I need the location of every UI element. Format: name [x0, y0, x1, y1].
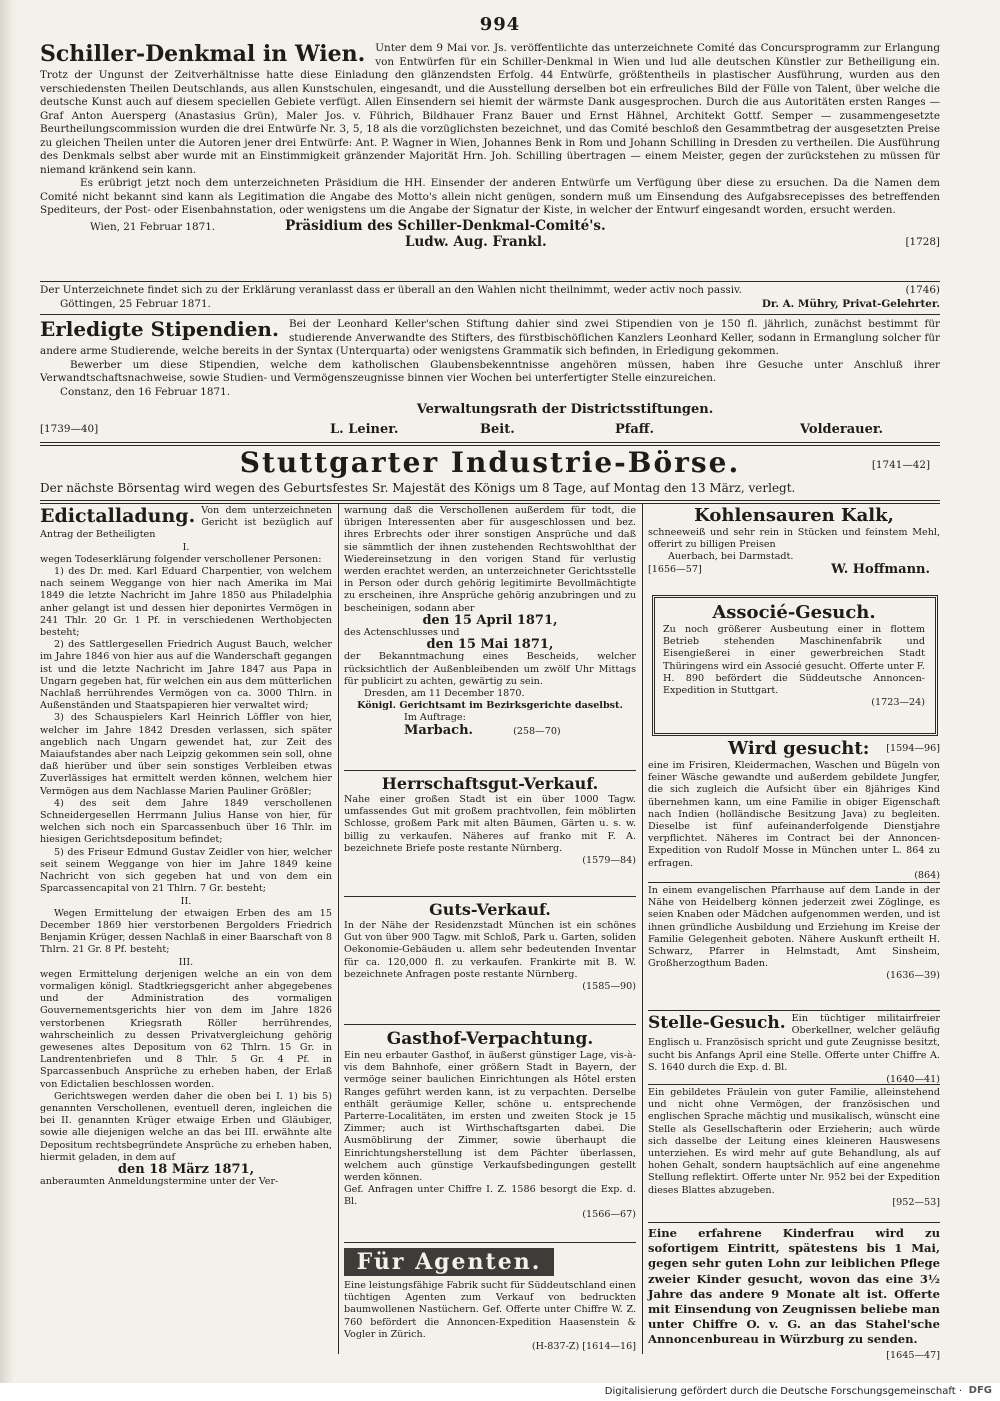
divider: [344, 770, 636, 771]
signer-veit: Beit.: [480, 422, 515, 437]
signer-volderauer: Volderauer.: [800, 422, 884, 437]
edict-p5: 4) des seit dem Jahre 1849 verschollenen Schneidergesellen Herrmann Julius Hanse von hier, für welchen sich noch ein Sparcassenbuch über 16 Thlr. im hiesigen Gerichtsdepositum befindet;: [40, 797, 332, 846]
edict-p1: wegen Todeserklärung folgender verschollener Personen:: [40, 553, 322, 565]
schiller-text: Unter dem 9 Mai vor. Js. veröffentlichte das unterzeichnete Comité das Concursprogramm zur Erlangung von Entwürfen für ein Schiller-Denkmal in Wien und lud alle deutschen Künstler zur Betheiligung ein. Trotz der Ungunst der Zeitverhältnisse hatte diese Einladung den glänzendsten Erfolg. 44 Entwürfe, größtentheils in plastischer Ausführung, wurden aus den verschiedensten Theilen Deutschlands, aus allen Kunstschulen, eingesandt, und die Ausstellung derselben bot ein erfreuliches Bild der Fülle von Talent, über welche die deutsche Kunst auch auf diesem speciellen Gebiete verfügt. Allen Einsendern sei hiemit der wärmste Dank ausgesprochen. Durch die aus Autoritäten ersten Ranges — Graf Anton Auersperg (Anastasius Grün), Maler Jos. v. Führich, Bildhauer Franz Bauer und Ernst Hähnel, Architekt Gottf. Semper — zusammengesetzte Beurtheilungscommission wurden die drei Entwürfe Nr. 3, 5, 18 als die vorzüglichsten bezeichnet, und das Comité beschloß den Gesammtbetrag der ausgesetzten Preise zu gleichen Theilen unter die Autoren jener drei Entwürfe: Ant. P. Wagner in Wien, Johannes Benk in Rom und Johann Schilling in Dresden zu vertheilen. Die Ausführung des Denkmals selbst aber wurde mit an Einstimmigkeit gränzender Majorität Hrn. Joh. Schilling übertragen — einem Meister, gegen der zurückstehen zu müssen für niemand kränkend sein kann.: [40, 42, 940, 176]
kalk-text: schneeweiß und sehr rein in Stücken und feinstem Mehl, offerirt zu billigen Preisen: [648, 527, 940, 551]
agenten-ref2: [1614—16]: [582, 1341, 636, 1353]
fraeulein-ref: [952—53]: [892, 1196, 940, 1208]
edict-column-2: [344, 505, 636, 738]
associe-notice: [663, 602, 925, 709]
zoeglinge-notice: [648, 885, 940, 983]
divider: [648, 1084, 940, 1085]
zoeglinge-text: In einem evangelischen Pfarrhause auf dem Lande in der Nähe von Heidelberg können jederzeit zwei Zöglinge, es seien Knaben oder Mädchen aufgenommen werden, und ist ihnen gründliche Ausbildung und Erziehung im Kreise der Familie Gelegenheit geboten. Nähere Auskunft ertheilt H. Schwarz, Pfarrer in Helmstadt, Amt Sinsheim, Großherzogthum Baden.: [648, 885, 940, 970]
herrschaft-ref: (1579—84): [582, 855, 636, 867]
edict-p9: Gerichtswegen werden daher die oben bei I. 1) bis 5) genannten Verschollenen, eventuell deren, ingleichen die bei II. genannten Krüger etwaige Erben und Gläubiger, sowie alle diejenigen welche an das bei III. erwähnte alte Depositum rechtsbegründete Ansprüche zu erheben haben, hiermit geladen, in dem auf: [40, 1090, 332, 1163]
schiller-ref: [1728]: [905, 236, 940, 248]
edict-p13: der Bekanntmachung eines Bescheids, welcher rücksichtlich der Außenbleibenden um zwölf Uhr Mittags für publicirt zu achten, gewärtig zu sein.: [344, 651, 636, 687]
schiller-text2: Es erübrigt jetzt noch dem unterzeichneten Präsidium die HH. Einsender der anderen Entwürfe um Verfügung über diese zu ersuchen. Da die Namen dem Comité nicht bekannt sind kann als Legitimation die Angabe des Motto's allein nicht genügen, sondern muß um Einsendung des Aufgabsrecepisses des betreffenden Spediteurs, der Post- oder Eisenbahnstation, oder wenigstens um die Angabe der Signatur der Kiste, in welcher der Entwurf eingesandt worden, ersucht werden.: [40, 177, 940, 216]
herrschaft-notice: [344, 774, 636, 867]
stipendien-text: Bei der Leonhard Keller'schen Stiftung dahier sind zwei Stipendien von je 150 fl. jährlich, zunächst bestimmt für studierende Anverwandte des Stifters, des fürstbischöflichen Kanzlers Leonhard Keller, sodann in Ermanglung solcher für andere arme Studierende, welche bereits in der Syntax (Unterquarta) oder wenigstens Grammatik sich befinden, in Erledigung gekommen.: [40, 318, 940, 357]
kalk-notice: [648, 505, 940, 576]
guts-notice: [344, 900, 636, 993]
fraeulein-notice: [648, 1087, 940, 1209]
edict-intro: Von dem unterzeichneten Gericht ist bezüglich auf Antrag der Betheiligten: [40, 505, 332, 541]
herrschaft-title: Herrschaftsgut-Verkauf.: [381, 774, 599, 793]
wird-title: Wird gesucht:: [728, 738, 870, 759]
stelle-notice: [648, 1013, 940, 1086]
agenten-notice: [344, 1280, 636, 1353]
gasthof-text2: Gef. Anfragen unter Chiffre I. Z. 1586 besorgt die Exp. d. Bl.: [344, 1184, 636, 1208]
edict-p8: wegen Ermittelung derjenigen welche an ein von dem vormaligen königl. Stadtkriegsgericht anher abgegebenes und der Administration des vormaligen Gouvernementsgerichts hier von dem im Jahre 1826 verstorbenen Kriegsrath Röller herrührendes, wahrscheinlich zu dessen Privatvergleichung gehörig gewesenes altes Depositum von 62 Thlrn. 15 Gr. in Landrentenbriefen und 8 Thlr. 5 Gr. 4 Pf. in Sparcassenbuch Ansprüche zu erheben haben, der Erlaß von Edictalien beschlossen worden.: [40, 968, 332, 1090]
divider: [40, 281, 940, 282]
associe-text: Zu noch größerer Ausbeutung einer in flottem Betrieb stehenden Maschinenfabrik und Eisengießerei in einer gewerbreichen Stadt Thüringens wird ein Associé gesucht. Offerte unter F. H. 890 befördert die Süddeutsche Annoncen-Expedition in Stuttgart.: [663, 624, 925, 697]
kinderfrau-ref: [1645—47]: [886, 1349, 940, 1361]
gasthof-notice: [344, 1028, 636, 1221]
column-divider: [338, 504, 339, 1354]
gasthof-text: Ein neu erbauter Gasthof, in äußerst günstiger Lage, vis-à-vis dem Bahnhofe, einer größern Stadt in Bayern, der vermöge seiner baulichen Einrichtungen als Hôtel ersten Ranges geführt werden kann, ist zu verpachten. Derselbe enthält geräumige Keller, schöne u. entsprechende Parterre-Localitäten, im ersten und zweiten Stock je 15 Zimmer; auch ist Wirthschaftsgarten dabei. Die Ausmöblirung der Zimmer, sowie überhaupt die Einrichtungsherstellung ist dem Pächter überlassen, welchem auch günstige Verkaufsbedingungen gestellt werden können.: [344, 1050, 636, 1184]
signer-leiner: L. Leiner.: [330, 422, 399, 437]
stipendien-ref: [1739—40]: [40, 423, 99, 435]
edict-date1: den 18 März 1871,: [117, 1161, 255, 1177]
stipendien-board: Verwaltungsrath der Districtsstiftungen.: [416, 402, 714, 417]
stelle-text: Ein tüchtiger militairfreier Oberkellner, welcher geläufig Englisch u. Französisch spricht und gute Zeugnisse besitzt, sucht bis Anfangs April eine Stelle. Offerte unter Chiffre A. S. 1640 durch die Exp. d. Bl.: [648, 1013, 940, 1073]
zoeglinge-ref: (1636—39): [886, 970, 940, 982]
stipendien-notice: [40, 318, 940, 417]
schiller-signature2: Ludw. Aug. Frankl.: [405, 234, 547, 250]
dfg-logo: DFG: [968, 1385, 992, 1396]
page-number: 994: [479, 14, 521, 35]
divider: [40, 500, 940, 504]
divider: [344, 896, 636, 897]
agenten-ref1: (H-837-Z): [531, 1341, 580, 1353]
associe-title: Associé-Gesuch.: [712, 602, 876, 623]
guts-ref: (1585—90): [582, 981, 636, 993]
schiller-place-date: Wien, 21 Februar 1871.: [90, 220, 216, 233]
edict-date3: den 15 Mai 1871,: [426, 637, 554, 653]
stipendien-place-date: Constanz, den 16 Februar 1871.: [60, 385, 231, 398]
wird-ref2: (864): [914, 869, 940, 881]
stelle-ref: (1640—41): [886, 1074, 940, 1086]
wird-text: eine im Frisiren, Kleidermachen, Waschen und Bügeln von feiner Wäsche gewandte und außerdem gebildete Jungfer, die sich zugleich die Aufsicht über ein 8jähriges Kind übernehmen kann, um eine Familie in obiger Eigenschaft nach Indien (holländische Besitzung Java) zu begleiten. Dieselbe ist fünf aufeinanderfolgende Dienstjahre verpflichtet. Näheres im Contract bei der Annoncen-Expedition von Rudolf Mosse in München unter L. 864 zu erfragen.: [648, 760, 940, 869]
kalk-firm: W. Hoffmann.: [831, 561, 930, 577]
associe-box: [652, 595, 938, 736]
guts-title: Guts-Verkauf.: [429, 900, 551, 919]
muehry-text: Der Unterzeichnete findet sich zu der Erklärung veranlasst dass er überall an den Wahlen nicht theilnimmt, weder activ noch passiv.: [40, 284, 742, 296]
stipendien-title: Erledigte Stipendien.: [40, 317, 279, 341]
kalk-ref: [1656—57]: [648, 563, 702, 575]
edict-p3: 2) des Sattlergesellen Friedrich August Bauch, welcher im Jahre 1846 von hier aus auf die Wanderschaft gegangen ist und die letzte Nachricht im Jahre 1847 aus Papa in Ungarn gegeben hat, für welchen ein aus dem mütterlichen Nachlaß herrührendes Vermögen von ca. 3000 Thlrn. in Außenständen und Staatspapieren hier verwaltet wird;: [40, 639, 332, 712]
associe-ref: (1723—24): [871, 697, 925, 709]
edict-title: Edictalladung.: [40, 505, 196, 527]
divider: [648, 882, 940, 883]
edict-p6: 5) des Friseur Edmund Gustav Zeidler von hier, welcher seit seinem Weggange von hier im Jahre 1849 keine Nachricht von sich gegeben hat und von dem ein Sparcassencapital von 21 Thlrn. 7 Gr. besteht;: [40, 846, 332, 895]
edict-p2: 1) des Dr. med. Karl Eduard Charpentier, von welchem nach seinem Weggange von hier nach Amerika im Mai 1849 die letzte Nachricht im Jahre 1850 aus Philadelphia anher gelangt ist und dessen hier deponirtes Vermögen in 241 Thlr. 20 Gr. 1 Pf. in verschiedenen Werthobjecten besteht;: [40, 566, 332, 639]
schiller-title: Schiller-Denkmal in Wien.: [40, 41, 366, 67]
guts-text: In der Nähe der Residenzstadt München ist ein schönes Gut von über 900 Tagw. mit Schloß, Park u. Garten, soliden Oekonomie-Gebäuden u. allem sehr bedeutenden Inventar für ca. 120,000 fl. zu verkaufen. Frankirte mit B. W. bezeichnete Anfragen poste restante Nürnberg.: [344, 920, 636, 980]
divider: [40, 314, 940, 315]
herrschaft-text: Nahe einer großen Stadt ist ein über 1000 Tagw. umfassendes Gut mit großem prachtvollen, fein möblirten Schlosse, großem Park mit alten Bäumen, Gärten u. s. w. billig zu verkaufen. Näheres auf franko mit F. A. bezeichnete Briefe poste restante Nürnberg.: [344, 794, 636, 854]
edict-sec2: II.: [180, 895, 192, 907]
agenten-text: Eine leistungsfähige Fabrik sucht für Süddeutschland einen tüchtigen Agenten zum Verkauf von bedruckten baumwollenen Nastüchern. Gef. Offerte unter Chiffre W. Z. 760 befördert die Annoncen-Expedition Haasenstein & Vogler in Zürich.: [344, 1280, 636, 1340]
boerse-ref: [1741—42]: [871, 459, 930, 471]
footer-text: Digitalisierung gefördert durch die Deutsche Forschungsgemeinschaft ·: [604, 1386, 962, 1397]
muehry-signature: Dr. A. Mühry, Privat-Gelehrter.: [761, 297, 940, 310]
page-fold-shadow: [0, 0, 14, 1401]
edict-signer: Marbach.: [404, 722, 474, 738]
muehry-ref: (1746): [905, 284, 940, 296]
column-divider: [642, 504, 643, 1354]
boerse-text: Der nächste Börsentag wird wegen des Geburtsfestes Sr. Majestät des Königs um 8 Tage, auf Montag den 13 März, verlegt.: [40, 481, 796, 495]
edict-sec3: III.: [178, 956, 194, 968]
kalk-title: Kohlensauren Kalk,: [694, 505, 894, 526]
edict-p4: 3) des Schauspielers Karl Heinrich Löffler von hier, welcher im Jahre 1842 Dresden verlassen, sich später angeblich nach Ungarn gewendet hat, zur Zeit des Maiaufstandes aber nach Leipzig gekommen sein soll, ohne daß hierüber und über sein sonstiges Verbleiben etwas Zuverlässiges hat ermittelt werden können, welchem hier Vermögen aus dem Nachlasse Marien Pauliner Größler;: [40, 712, 332, 797]
wird-ref: [1594—96]: [886, 743, 940, 754]
wird-notice: [648, 738, 940, 882]
schiller-signature1: Präsidium des Schiller-Denkmal-Comité's.: [285, 217, 606, 234]
boerse-notice: [40, 447, 940, 496]
edict-sec1: I.: [182, 541, 190, 553]
kinderfrau-notice: [648, 1226, 940, 1363]
edict-column-1: [40, 505, 332, 1188]
edict-p12: des Actenschlusses und: [344, 627, 460, 639]
fraeulein-text: Ein gebildetes Fräulein von guter Familie, alleinstehend und nicht ohne Vermögen, der französischen und englischen Sprache mächtig und musikalisch, wünscht eine Stelle als Gesellschafterin oder Erzieherin; auch würde sich dasselbe der Leitung eines kleineren Hauswesens unterziehen. Es wird mehr auf gute Behandlung, als auf hohen Gehalt, sondern hauptsächlich auf eine angenehme Stellung reflektirt. Offerte unter Nr. 952 bei der Expedition dieses Blattes abzugeben.: [648, 1087, 940, 1196]
edict-p11: warnung daß die Verschollenen außerdem für todt, die übrigen Interessenten aber für ausgeschlossen und bez. ihres Erbrechts oder ihrer sonstigen Ansprüche und daß sie sämmtlich der ihnen zustehenden Rechtswohlthat der Wiedereinsetzung in den vorigen Stand für verlustig werden erachtet werden, an unterzeichneter Gerichtsstelle in Person oder durch gehörig legitimirte Bevollmächtigte zu erscheinen, ihre Ansprüche gehörig anzubringen und zu bescheinigen, sodann aber: [344, 505, 636, 614]
kinderfrau-text: Eine erfahrene Kinderfrau wird zu sofortigem Eintritt, spätestens bis 1 Mai, gegen sehr guten Lohn zur leiblichen Pflege zweier Kinder gesucht, wovon das eine 3½ Jahre das andere 9 Monate alt ist. Offerte mit Einsendung von Zeugnissen beliebe man unter Chiffre O. v. G. an das Stahel'sche Annoncenbureau in Würzburg zu senden.: [648, 1226, 940, 1347]
edict-date2: den 15 April 1871,: [422, 612, 558, 628]
digitization-footer: [0, 1383, 1000, 1401]
edict-place-date: Dresden, am 11 December 1870.: [364, 688, 525, 700]
muehry-place-date: Göttingen, 25 Februar 1871.: [60, 297, 211, 310]
stipendien-text2: Bewerber um diese Stipendien, welche dem katholischen Glaubensbekenntnisse angehören müssen, haben ihre Gesuche unter Anschluß ihrer Verwandtschaftsnachweise, sowie Studien- und Vermögenszeugnisse binnen vier Wochen bei unterfertigter Stelle einzureichen.: [40, 358, 940, 384]
edict-ref: (258—70): [513, 725, 561, 737]
divider: [344, 1242, 636, 1243]
boerse-title: Stuttgarter Industrie-Börse.: [239, 446, 741, 479]
gasthof-ref: (1566—67): [582, 1208, 636, 1220]
edict-p10: anberaumten Anmeldungstermine unter der Ver-: [40, 1176, 279, 1188]
divider: [344, 1024, 636, 1025]
agenten-title: Für Agenten.: [344, 1248, 554, 1276]
stelle-title: Stelle-Gesuch.: [648, 1013, 786, 1033]
edict-p7: Wegen Ermittelung der etwaigen Erben des am 15 December 1869 hier verstorbenen Bergolders Friedrich Benjamin Krüger, dessen Nachlaß in einer Baarschaft von 8 Thlrn. 21 Gr. 8 Pf. besteht;: [40, 907, 332, 956]
edict-auftrag: Im Auftrage:: [404, 712, 466, 724]
edict-court: Königl. Gerichtsamt im Bezirksgerichte daselbst.: [357, 700, 623, 712]
kalk-place: Auerbach, bei Darmstadt.: [668, 551, 794, 563]
schiller-notice: [40, 42, 940, 251]
divider: [648, 1222, 940, 1223]
divider: [648, 1010, 940, 1011]
signer-pfaff: Pfaff.: [615, 422, 654, 437]
gasthof-title: Gasthof-Verpachtung.: [386, 1029, 594, 1049]
muehry-notice: [40, 284, 940, 311]
